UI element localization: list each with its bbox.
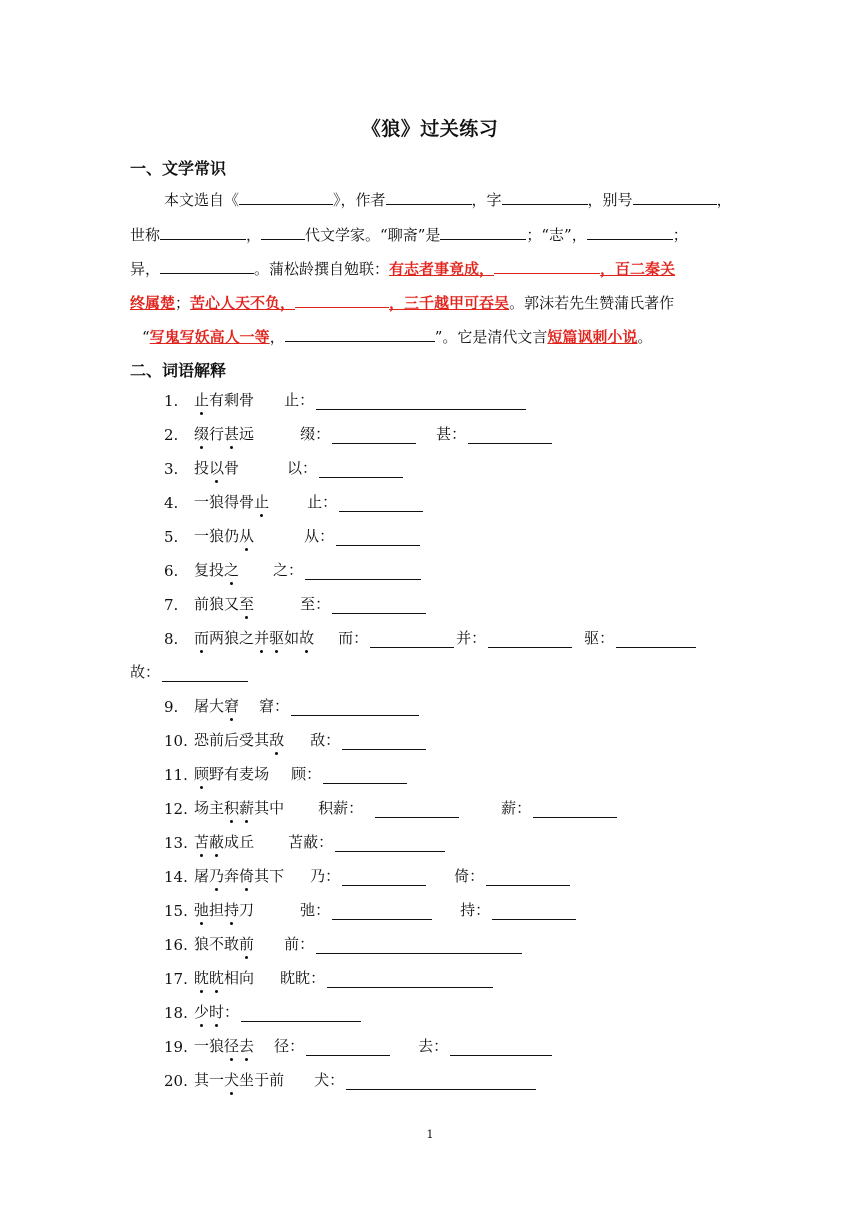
phrase (194, 1069, 284, 1090)
answer-blank[interactable] (342, 870, 426, 886)
answer-blank[interactable] (492, 904, 576, 920)
phrase-char: 狼 (209, 527, 225, 545)
phrase-char: 仍 (224, 527, 240, 545)
phrase-char: 敢 (224, 935, 240, 953)
literature-line-1: 本文选自《 》，作者 ，字 ，别号 ， (130, 183, 730, 217)
phrase-char: 不 (209, 935, 225, 953)
blank-source-book[interactable] (239, 187, 333, 205)
answer-blank[interactable] (332, 904, 432, 920)
phrase-char: 大 (209, 697, 225, 715)
phrase-char: 其 (254, 731, 270, 749)
answer-blank[interactable] (450, 1040, 552, 1056)
phrase-char: 时 (209, 1003, 225, 1021)
phrase-char: 野 (209, 765, 225, 783)
blank-title[interactable] (160, 222, 246, 240)
literature-line-5: “写鬼写妖高人一等， ”。它是清代文言短篇讽刺小说。 (130, 320, 730, 354)
phrase-char: 一 (194, 527, 210, 545)
list-item: 4. 一狼得骨止 止： (164, 492, 431, 512)
section-heading-vocabulary: 二、词语解释 (130, 361, 227, 380)
phrase-char: 狼 (209, 595, 225, 613)
answer-blank[interactable] (319, 462, 403, 478)
phrase-char: 丘 (239, 833, 255, 851)
phrase (194, 491, 269, 512)
phrase (194, 797, 284, 818)
phrase-char: 投 (194, 459, 210, 477)
phrase-char: 骨 (224, 459, 240, 477)
phrase-char: 担 (209, 901, 225, 919)
phrase-char: 坐 (239, 1071, 255, 1089)
phrase-char: 狼 (209, 493, 225, 511)
phrase-char: 蔽 (209, 833, 225, 851)
phrase-char: 顾 (194, 765, 210, 783)
phrase-char: 刀 (239, 901, 255, 919)
list-item-continuation: 故： (130, 662, 256, 682)
blank-couplet-2[interactable] (295, 290, 389, 308)
phrase-char: 骨 (239, 391, 255, 409)
list-item: 8. 而两狼之并驱如故 而： 并： 驱： (164, 628, 696, 648)
answer-blank[interactable] (468, 428, 552, 444)
blank-guo-praise[interactable] (285, 324, 435, 342)
answer-blank[interactable] (370, 632, 454, 648)
phrase-char: 驱 (269, 629, 285, 647)
phrase-char: 前 (269, 1071, 285, 1089)
phrase-char: 又 (224, 595, 240, 613)
answer-blank[interactable] (616, 632, 696, 648)
literature-line-2: 世称 ， 代文学家。“聊斋”是 ；“志”， ； (130, 218, 730, 252)
phrase-char: 有 (209, 391, 225, 409)
phrase-char: 以 (209, 459, 225, 477)
answer-blank[interactable] (342, 734, 426, 750)
phrase-char: 如 (284, 629, 300, 647)
phrase-char: 场 (254, 765, 270, 783)
answer-blank[interactable] (327, 972, 493, 988)
phrase (194, 389, 254, 410)
blank-courtesy-name[interactable] (502, 187, 588, 205)
phrase-char: 成 (224, 833, 240, 851)
answer-blank[interactable] (346, 1074, 536, 1090)
phrase-char: 复 (194, 561, 210, 579)
phrase-char: 相 (224, 969, 240, 987)
phrase-char: 去 (239, 1037, 255, 1055)
phrase-char: 一 (194, 493, 210, 511)
list-item: 12. 场主积薪其中 积薪： 薪： (164, 798, 625, 818)
list-item: 14. 屠乃奔倚其下 乃： 倚： (164, 866, 578, 886)
phrase (194, 933, 254, 954)
list-item: 9. 屠大窘 窘： (164, 696, 427, 716)
phrase-char: 眈 (194, 969, 210, 987)
phrase-char: 屠 (194, 867, 210, 885)
phrase (194, 423, 254, 444)
phrase-char: 前 (239, 935, 255, 953)
blank-zhi[interactable] (587, 222, 673, 240)
list-item: 20. 其一犬坐于前 犬： (164, 1070, 544, 1090)
phrase-char: 骨 (239, 493, 255, 511)
phrase-char: 故 (299, 629, 315, 647)
phrase-char: 前 (209, 731, 225, 749)
phrase-char: 至 (239, 595, 255, 613)
phrase-char: 奔 (224, 867, 240, 885)
phrase (194, 865, 284, 886)
phrase-char: 一 (209, 1071, 225, 1089)
literature-line-4: 终属楚；苦心人天不负， ，三千越甲可吞吴。郭沫若先生赞蒲氏著作 (130, 286, 730, 320)
list-item: 7. 前狼又至 至： (164, 594, 434, 614)
answer-blank[interactable] (488, 632, 572, 648)
phrase-char: 乃 (209, 867, 225, 885)
phrase-char: 得 (224, 493, 240, 511)
phrase-char: 远 (239, 425, 255, 443)
phrase-char: 两 (209, 629, 225, 647)
phrase-char: 狼 (209, 1037, 225, 1055)
literature-line-3: 异， 。蒲松龄撰自勉联：有志者事竟成， ，百二秦关 (130, 252, 730, 286)
list-item: 17. 眈眈相向 眈眈： (164, 968, 501, 988)
answer-blank[interactable] (162, 666, 248, 682)
phrase-char: 主 (209, 799, 225, 817)
phrase (194, 457, 239, 478)
phrase-char: 场 (194, 799, 210, 817)
phrase (194, 729, 284, 750)
phrase (194, 967, 254, 988)
answer-blank[interactable] (316, 938, 522, 954)
blank-author[interactable] (386, 187, 472, 205)
answer-blank[interactable] (291, 700, 419, 716)
answer-blank[interactable] (306, 1040, 390, 1056)
list-item: 2. 缀行甚远 缀： 甚： (164, 424, 560, 444)
page-number: 1 (426, 1128, 434, 1141)
list-item: 1. 止有剩骨 止： (164, 390, 534, 410)
list-item: 15. 弛担持刀 弛： 持： (164, 900, 584, 920)
section-heading-literature: 一、文学常识 (130, 159, 227, 178)
phrase-char: 有 (224, 765, 240, 783)
list-item: 11. 顾野有麦场 顾： (164, 764, 415, 784)
phrase-char: 从 (239, 527, 255, 545)
list-item: 13. 苫蔽成丘 苫蔽： (164, 832, 453, 852)
phrase-char: 后 (224, 731, 240, 749)
phrase-char: 于 (254, 1071, 270, 1089)
phrase-char: 下 (269, 867, 285, 885)
blank-yi[interactable] (160, 256, 254, 274)
phrase-char: 其 (254, 867, 270, 885)
phrase-char: 止 (194, 391, 210, 409)
phrase (194, 1035, 254, 1056)
phrase (194, 763, 269, 784)
list-item: 19. 一狼径去 径： 去： (164, 1036, 560, 1056)
phrase-char: 狼 (224, 629, 240, 647)
phrase (194, 525, 254, 546)
phrase-char: 麦 (239, 765, 255, 783)
list-item: 10. 恐前后受其敌 敌： (164, 730, 434, 750)
phrase (194, 593, 254, 614)
list-item: 3. 投以骨 以： (164, 458, 411, 478)
phrase (194, 899, 254, 920)
phrase-char: 中 (269, 799, 285, 817)
phrase-char: 狼 (194, 935, 210, 953)
phrase-char: 恐 (194, 731, 210, 749)
phrase-char: 径 (224, 1037, 240, 1055)
page-title: 《狼》过关练习 (361, 118, 499, 140)
answer-blank[interactable] (305, 564, 421, 580)
phrase-char: 倚 (239, 867, 255, 885)
list-item: 6. 复投之 之： (164, 560, 429, 580)
phrase-char: 弛 (194, 901, 210, 919)
phrase-char: 而 (194, 629, 210, 647)
phrase-char: 眈 (209, 969, 225, 987)
phrase-char: 受 (239, 731, 255, 749)
phrase-char: 苫 (194, 833, 210, 851)
list-item: 18. 少时 ： (164, 1002, 369, 1022)
phrase-char: 投 (209, 561, 225, 579)
answer-blank[interactable] (339, 496, 423, 512)
phrase-char: 行 (209, 425, 225, 443)
blank-pseudonym[interactable] (633, 187, 717, 205)
phrase (194, 627, 314, 648)
phrase-char: 持 (224, 901, 240, 919)
phrase-char: 敌 (269, 731, 285, 749)
blank-liaozhai[interactable] (440, 222, 526, 240)
phrase-char: 甚 (224, 425, 240, 443)
phrase-char: 其 (254, 799, 270, 817)
phrase (194, 695, 239, 716)
phrase (194, 559, 239, 580)
phrase-char: 一 (194, 1037, 210, 1055)
blank-dynasty[interactable] (261, 222, 305, 240)
phrase-char: 窘 (224, 697, 240, 715)
answer-blank[interactable] (332, 428, 416, 444)
phrase-char: 止 (254, 493, 270, 511)
phrase-char: 之 (224, 561, 240, 579)
phrase (194, 1001, 224, 1022)
list-item: 16. 狼不敢前 前： (164, 934, 530, 954)
answer-blank[interactable] (486, 870, 570, 886)
list-item: 5. 一狼仍从 从： (164, 526, 428, 546)
phrase-char: 前 (194, 595, 210, 613)
phrase-char: 少 (194, 1003, 210, 1021)
answer-blank[interactable] (241, 1006, 361, 1022)
answer-blank[interactable] (316, 394, 526, 410)
phrase-char: 屠 (194, 697, 210, 715)
phrase-char: 并 (254, 629, 270, 647)
answer-blank[interactable] (323, 768, 407, 784)
blank-couplet-1[interactable] (494, 256, 600, 274)
answer-blank[interactable] (375, 802, 459, 818)
phrase-char: 薪 (239, 799, 255, 817)
answer-blank[interactable] (336, 530, 420, 546)
answer-blank[interactable] (332, 598, 426, 614)
answer-blank[interactable] (335, 836, 445, 852)
phrase-char: 其 (194, 1071, 210, 1089)
phrase-char: 缀 (194, 425, 210, 443)
answer-blank[interactable] (533, 802, 617, 818)
phrase-char: 犬 (224, 1071, 240, 1089)
phrase-char: 向 (239, 969, 255, 987)
phrase-char: 剩 (224, 391, 240, 409)
phrase-char: 积 (224, 799, 240, 817)
phrase-char: 之 (239, 629, 255, 647)
phrase (194, 831, 254, 852)
